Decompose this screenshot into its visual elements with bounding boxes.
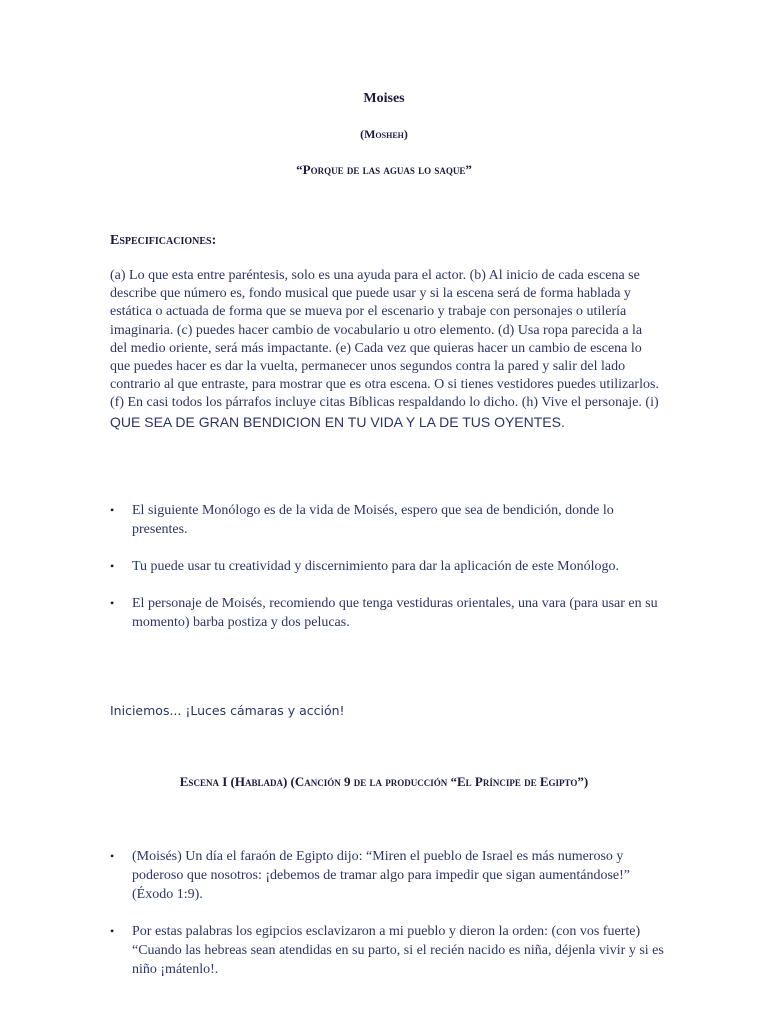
- list-item: [110, 847, 670, 904]
- specifications-closing: QUE SEA DE GRAN BENDICION EN TU VIDA Y LA DE TUS OYENTES.: [110, 413, 565, 430]
- start-line: Iniciemos... ¡Luces cámaras y acción!: [110, 703, 345, 718]
- bullet-icon: •: [110, 849, 115, 863]
- intro-bullet-list: [110, 501, 670, 650]
- bullet-icon: •: [110, 559, 115, 573]
- specifications-text: (a) Lo que esta entre paréntesis, solo es una ayuda para el actor. (b) Al inicio de cada escena se describe que número es, fondo musical que puede usar y si la escena será de forma hablada y estática o actuada de forma que se mueva por el escenario y trabaje con personajes o utilería imaginaria. (c) puedes hacer cambio de vocabulario u otro elemento. (d) Usa ropa parecida a la del medio oriente, será más impactante. (e) Cada vez que quieras hacer un cambio de escena lo que puedes hacer es dar la vuelta, permanecer unos segundos contra la pared y salir del lado contrario al que entraste, para mostrar que es otra escena. O si tienes vestidores puedes utilizarlos. (f) En casi todos los párrafos incluye citas Bíblicas respaldando lo dicho. (h) Vive el personaje. (i): [110, 268, 659, 411]
- list-item-text: El siguiente Monólogo es de la vida de Moisés, espero que sea de bendición, donde lo presentes.: [132, 503, 614, 537]
- list-item: [110, 557, 670, 576]
- list-item: [110, 501, 670, 539]
- list-item-text: (Moisés) Un día el faraón de Egipto dijo: “Miren el pueblo de Israel es más numeroso y poderoso que nosotros: ¡debemos de tramar algo para impedir que sigan aumentándose!” (Éxodo 1:9).: [132, 849, 631, 902]
- bullet-icon: •: [110, 503, 115, 517]
- list-item-text: Por estas palabras los egipcios esclavizaron a mi pueblo y dieron la orden: (con vos fuerte) “Cuando las hebreas sean atendidas en su parto, si el recién nacido es niña, déjenla vivir y si es niño ¡mátenlo!.: [132, 924, 664, 977]
- specifications-paragraph: [110, 267, 662, 433]
- list-item-text: El personaje de Moisés, recomiendo que tenga vestiduras orientales, una vara (para usar en su momento) barba postiza y dos pelucas.: [132, 596, 658, 630]
- specifications-heading: Especificaciones:: [110, 233, 217, 248]
- bullet-icon: •: [110, 924, 115, 938]
- bullet-icon: •: [110, 596, 115, 610]
- document-subtitle: (Mosheh): [360, 127, 408, 141]
- list-item: [110, 922, 670, 979]
- scene-bullet-list: [110, 847, 670, 997]
- scene-heading: Escena I (Hablada) (Canción 9 de la producción “El Príncipe de Egipto”): [179, 774, 589, 789]
- list-item: [110, 594, 670, 632]
- document-title: Moises: [363, 91, 405, 106]
- list-item-text: Tu puede usar tu creatividad y discernimiento para dar la aplicación de este Monólogo.: [132, 559, 619, 574]
- document-motto: “Porque de las aguas lo saque”: [296, 162, 472, 177]
